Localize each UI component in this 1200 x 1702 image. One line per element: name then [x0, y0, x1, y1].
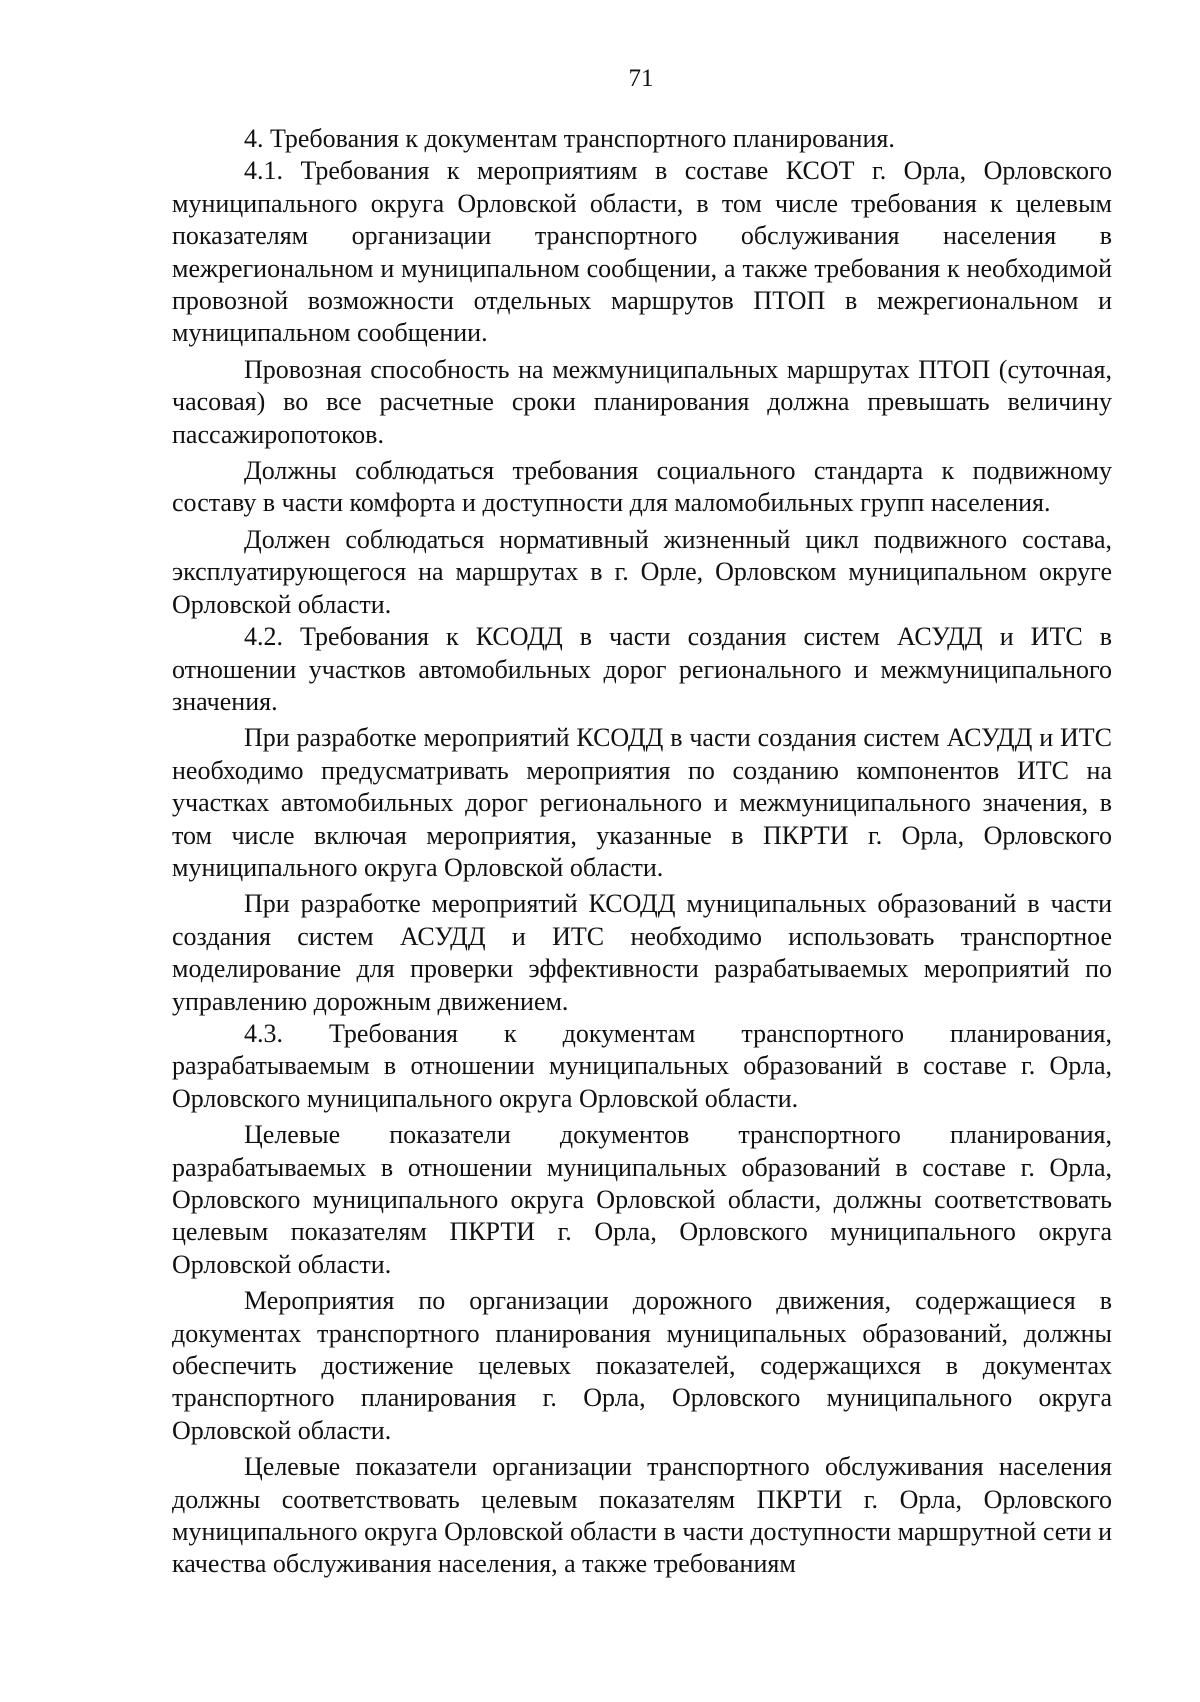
page-number: 71	[628, 65, 654, 92]
subsection-4-2: 4.2. Требования к КСОДД в части создания систем АСУДД и ИТС в отношении участков автомобильных дорог регионального и межмуниципального значения.	[172, 622, 1112, 716]
paragraph-transport-modeling: При разработке мероприятий КСОДД муниципальных образований в части создания систем АСУДД и ИТС необходимо использовать транспортное моделирование для проверки эффективности разрабатываемых мероприятий по управлению дорожным движением.	[172, 889, 1112, 1016]
paragraph-traffic-measures: Мероприятия по организации дорожного движения, содержащиеся в документах транспортного планирования муниципальных образований, должны обеспечить достижение целевых показателей, содержащихся в документах транспортного планирования г. Орла, Орловского муниципального округа Орловской области.	[172, 1286, 1112, 1445]
paragraph-life-cycle: Должен соблюдаться нормативный жизненный цикл подвижного состава, эксплуатирующегося на маршрутах в г. Орле, Орловском муниципальном округе Орловской области.	[172, 524, 1112, 619]
document-body	[172, 123, 1112, 1581]
subsection-4-3: 4.3. Требования к документам транспортного планирования, разрабатываемым в отношении муниципальных образований в составе г. Орла, Орловского муниципального округа Орловской области.	[172, 1018, 1112, 1113]
section-heading-4: 4. Требования к документам транспортного планирования.	[244, 124, 895, 153]
paragraph-capacity: Провозная способность на межмуниципальных маршрутах ПТОП (суточная, часовая) во все расчетные сроки планирования должна превышать величину пассажиропотоков.	[172, 354, 1112, 449]
paragraph-target-indicators: Целевые показатели документов транспортного планирования, разрабатываемых в отношении муниципальных образований в составе г. Орла, Орловского муниципального округа Орловской области, должны соответствовать целевым показателям ПКРТИ г. Орла, Орловского муниципального округа Орловской области.	[172, 1120, 1112, 1279]
paragraph-social-standard: Должны соблюдаться требования социального стандарта к подвижному составу в части комфорта и доступности для маломобильных групп населения.	[172, 456, 1112, 518]
paragraph-its-components: При разработке мероприятий КСОДД в части создания систем АСУДД и ИТС необходимо предусматривать мероприятия по созданию компонентов ИТС на участках автомобильных дорог регионального и межмуниципального значения, в том числе включая мероприятия, указанные в ПКРТИ г. Орла, Орловского муниципального округа Орловской области.	[172, 723, 1112, 882]
subsection-4-1: 4.1. Требования к мероприятиям в составе КСОТ г. Орла, Орловского муниципального округа Орловской области, в том числе требования к целевым показателям организации транспортного обслуживания населения в межрегиональном и муниципальном сообщении, а также требования к необходимой провозной возможности отдельных маршрутов ПТОП в межрегиональном и муниципальном сообщении.	[172, 156, 1112, 348]
paragraph-service-indicators: Целевые показатели организации транспортного обслуживания населения должны соответствовать целевым показателям ПКРТИ г. Орла, Орловского муниципального округа Орловской области в части доступности маршрутной сети и качества обслуживания населения, а также требованиям	[172, 1452, 1112, 1579]
